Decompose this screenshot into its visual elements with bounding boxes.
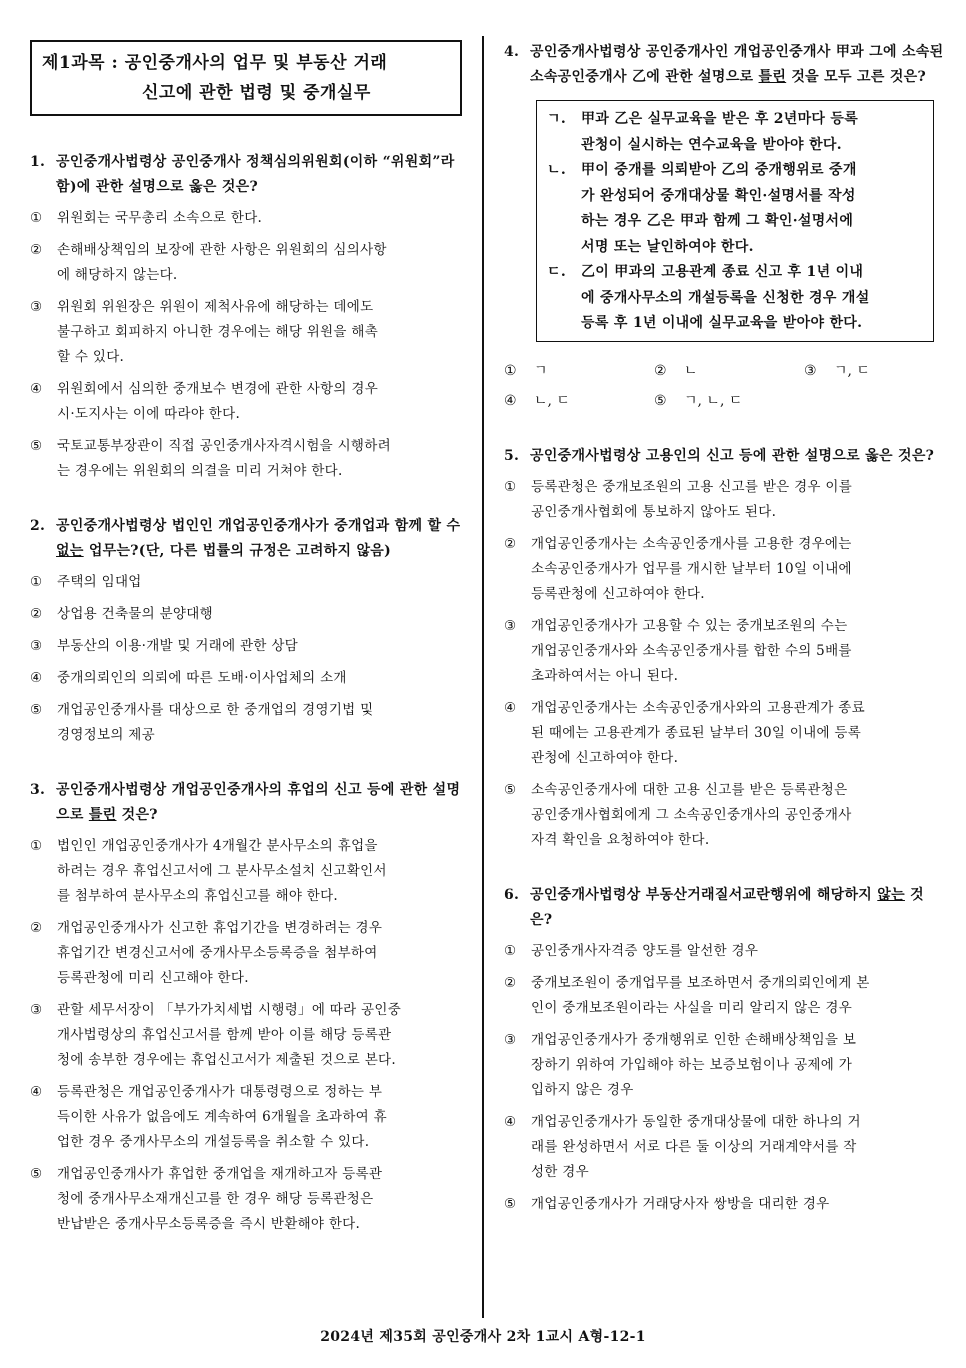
statement-text: 甲과 乙은 실무교육을 받은 후 2년마다 등록 관청이 실시하는 연수교육을 받아야 한다. <box>581 111 859 153</box>
choice-mark: ③ <box>504 1031 517 1048</box>
left-column <box>30 40 470 1267</box>
question-text-underlined: 틀린 <box>88 807 117 823</box>
statement-text: 甲이 중개를 의뢰받아 乙의 중개행위로 중개 가 완성되어 중개대상물 확인·설명서를 작성 하는 경우 乙은 甲과 함께 그 확인·설명서에 서명 또는 날인하여야 한다. <box>581 162 857 255</box>
statement <box>547 260 923 337</box>
question-text <box>56 514 470 564</box>
choice-text: 위원회는 국무총리 소속으로 한다. <box>57 210 263 226</box>
choice[interactable] <box>30 834 470 909</box>
question-4 <box>504 40 944 414</box>
question-5 <box>504 444 944 853</box>
question-number: 6. <box>504 886 520 903</box>
choice[interactable] <box>30 666 470 691</box>
right-column <box>504 40 944 1247</box>
choice[interactable] <box>30 916 470 991</box>
choice-mark: ③ <box>30 299 43 315</box>
choice[interactable] <box>504 388 654 414</box>
statement-mark: ㄷ. <box>547 264 566 280</box>
question-text-part: 것은? <box>116 807 158 823</box>
choice-mark: ④ <box>30 1084 43 1100</box>
question-text-part: 공인중개사법령상 개업공인중개사의 휴업의 신고 등에 관한 설명으로 <box>56 782 461 823</box>
choice[interactable] <box>504 1110 944 1185</box>
choice-mark: ② <box>30 242 43 258</box>
question-stem <box>30 150 470 200</box>
choice-text: 국토교통부장관이 직접 공인중개사자격시험을 시행하려 는 경우에는 위원회의 의결을 미리 거쳐야 한다. <box>57 438 391 479</box>
choice-mark: ④ <box>30 381 43 397</box>
statement-mark: ㄱ. <box>547 111 566 127</box>
question-stem <box>30 514 470 564</box>
choice[interactable] <box>30 634 470 659</box>
choice-text: 법인인 개업공인중개사가 4개월간 분사무소의 휴업을 하려는 경우 휴업신고서에 그 분사무소설치 신고확인서 를 첨부하여 분사무소의 휴업신고를 해야 한다. <box>57 838 387 904</box>
choice[interactable] <box>504 475 944 525</box>
question-text <box>530 883 944 933</box>
choice-mark: ② <box>504 974 517 991</box>
subject-title-line1: 제1과목 : 공인중개사의 업무 및 부동산 거래 <box>42 53 388 73</box>
choice-mark: ① <box>30 838 43 854</box>
choice[interactable] <box>504 971 944 1021</box>
statement <box>547 158 923 260</box>
choice-mark: ④ <box>504 699 517 716</box>
question-text-part: 업무는?(단, 다른 법률의 규정은 고려하지 않음) <box>83 543 392 559</box>
question-text-underlined: 틀린 <box>758 69 787 85</box>
choice-mark: ① <box>30 574 43 590</box>
choice-text: 소속공인중개사에 대한 고용 신고를 받은 등록관청은 공인중개사협회에게 그 소속공인중개사의 공인중개사 자격 확인을 요청하여야 한다. <box>531 781 852 848</box>
choice-mark: ⑤ <box>654 392 667 409</box>
choice-mark: ① <box>30 210 43 226</box>
question-text <box>56 778 470 828</box>
choice-grid <box>504 358 944 414</box>
choice-text: ㄱ, ㄷ <box>834 362 870 379</box>
choice[interactable] <box>30 998 470 1073</box>
choice-mark: ⑤ <box>30 702 43 718</box>
question-2 <box>30 514 470 748</box>
choice[interactable] <box>30 434 470 484</box>
statement-mark: ㄴ. <box>547 162 566 178</box>
choice-text: 부동산의 이용·개발 및 거래에 관한 상담 <box>57 638 299 654</box>
choice-text: 개업공인중개사가 신고한 휴업기간을 변경하려는 경우 휴업기간 변경신고서에 중개사무소등록증을 첨부하여 등록관청에 미리 신고해야 한다. <box>57 920 383 986</box>
choice-text: 상업용 건축물의 분양대행 <box>57 606 213 622</box>
choice-text: ㄴ, ㄷ <box>534 392 570 409</box>
choice-mark: ⑤ <box>504 781 517 798</box>
choice-text: 개업공인중개사는 소속공인중개사와의 고용관계가 종료 된 때에는 고용관계가 종료된 날부터 30일 이내에 등록 관청에 신고하여야 한다. <box>531 699 865 766</box>
choice-text: 개업공인중개사가 휴업한 중개업을 재개하고자 등록관 청에 중개사무소재개신고를 한 경우 해당 등록관청은 반납받은 중개사무소등록증을 즉시 반환해야 한다. <box>57 1166 383 1232</box>
choice[interactable] <box>504 939 944 964</box>
choice-mark: ⑤ <box>504 1195 517 1212</box>
choice[interactable] <box>504 1192 944 1217</box>
question-stem <box>504 444 944 469</box>
question-3 <box>30 778 470 1237</box>
choice[interactable] <box>504 614 944 689</box>
choice[interactable] <box>804 358 944 384</box>
choice-text: 관할 세무서장이 「부가가치세법 시행령」에 따라 공인중 개사법령상의 휴업신고서를 함께 받아 이를 해당 등록관 청에 송부한 경우에는 휴업신고서가 제출된 것으로 본다. <box>57 1002 402 1068</box>
question-number: 1. <box>30 154 46 170</box>
choice[interactable] <box>504 778 944 853</box>
choice-mark: ④ <box>504 1113 517 1130</box>
choice-text: ㄱ <box>534 362 548 379</box>
choice-mark: ① <box>504 362 517 379</box>
choice-mark: ① <box>504 942 517 959</box>
choice-text: 개업공인중개사가 거래당사자 쌍방을 대리한 경우 <box>531 1195 830 1212</box>
question-text-underlined: 않는 <box>877 886 905 903</box>
question-number: 2. <box>30 518 46 534</box>
question-stem <box>30 778 470 828</box>
choice-text: 중개보조원이 중개업무를 보조하면서 중개의뢰인에게 본 인이 중개보조원이라는 사실을 미리 알리지 않은 경우 <box>531 974 870 1016</box>
subject-title-line2: 신고에 관한 법령 및 중개실무 <box>142 83 371 103</box>
choice-text: 손해배상책임의 보장에 관한 사항은 위원회의 심의사항 에 해당하지 않는다. <box>57 242 387 283</box>
question-text-part: 것은? <box>530 886 924 928</box>
choice[interactable] <box>504 532 944 607</box>
choice-text: 개업공인중개사가 중개행위로 인한 손해배상책임을 보 장하기 위하여 가입해야 하는 보증보험이나 공제에 가 입하지 않은 경우 <box>531 1031 857 1098</box>
question-number: 3. <box>30 782 46 798</box>
choice[interactable] <box>504 358 654 384</box>
choice-mark: ② <box>504 535 517 552</box>
choice[interactable] <box>30 377 470 427</box>
choice-text: 등록관청은 개업공인중개사가 대통령령으로 정하는 부 득이한 사유가 없음에도 계속하여 6개월을 초과하여 휴 업한 경우 중개사무소의 개설등록을 취소할 수 있다. <box>57 1084 387 1150</box>
choice[interactable] <box>504 696 944 771</box>
choice-mark: ② <box>30 920 43 936</box>
question-1 <box>30 150 470 484</box>
choice-mark: ② <box>30 606 43 622</box>
question-stem <box>504 883 944 933</box>
question-text <box>530 40 944 90</box>
choice[interactable] <box>30 1162 470 1237</box>
choice[interactable] <box>504 1028 944 1103</box>
choice-text: 개업공인중개사를 대상으로 한 중개업의 경영기법 및 경영정보의 제공 <box>57 702 374 743</box>
choice-mark: ④ <box>30 670 43 686</box>
choice-text: 등록관청은 중개보조원의 고용 신고를 받은 경우 이를 공인중개사협회에 통보하지 않아도 된다. <box>531 478 853 520</box>
choice[interactable] <box>654 358 804 384</box>
choice-text: 위원회 위원장은 위원이 제척사유에 해당하는 데에도 불구하고 회피하지 아니한 경우에는 해당 위원을 해촉 할 수 있다. <box>57 299 379 365</box>
choice-text: 공인중개사자격증 양도를 알선한 경우 <box>531 942 759 959</box>
question-text-part: 공인중개사법령상 공인중개사인 개업공인중개사 甲과 그에 소속된 소속공인중개사 乙에 관한 설명으로 <box>530 44 944 85</box>
statement <box>547 107 923 158</box>
question-text-part: 것을 모두 고른 것은? <box>786 69 926 85</box>
choice-mark: ④ <box>504 392 517 409</box>
subject-title-box <box>30 40 462 116</box>
choice-text: 개업공인중개사는 소속공인중개사를 고용한 경우에는 소속공인중개사가 업무를 개시한 날부터 10일 이내에 등록관청에 신고하여야 한다. <box>531 535 852 602</box>
choice-mark: ③ <box>804 362 817 379</box>
choice-text: ㄱ, ㄴ, ㄷ <box>684 392 743 409</box>
choice[interactable] <box>30 295 470 370</box>
statement-text: 乙이 甲과의 고용관계 종료 신고 후 1년 이내 에 중개사무소의 개설등록을 신청한 경우 개설 등록 후 1년 이내에 실무교육을 받아야 한다. <box>581 264 870 331</box>
choice-text: 위원회에서 심의한 중개보수 변경에 관한 사항의 경우 시·도지사는 이에 따라야 한다. <box>57 381 379 422</box>
question-text-underlined: 없는 <box>56 543 84 559</box>
choice-mark: ② <box>654 362 667 379</box>
choice[interactable] <box>30 698 470 748</box>
choice-mark: ③ <box>504 617 517 634</box>
question-text-part: 공인중개사법령상 부동산거래질서교란행위에 해당하지 <box>530 886 878 903</box>
choice-mark: ③ <box>30 1002 43 1018</box>
choice-text: 주택의 임대업 <box>57 574 142 590</box>
choice[interactable] <box>30 570 470 595</box>
question-stem <box>504 40 944 90</box>
choice[interactable] <box>30 1080 470 1155</box>
question-number: 4. <box>504 44 520 60</box>
question-text-part: 공인중개사법령상 법인인 개업공인중개사가 중개업과 함께 할 수 <box>56 518 461 534</box>
choice-text: 중개의뢰인의 의뢰에 따른 도배·이사업체의 소개 <box>57 670 347 686</box>
question-number: 5. <box>504 447 520 464</box>
choice[interactable] <box>30 238 470 288</box>
column-divider <box>482 36 484 1318</box>
choice-mark: ① <box>504 478 517 495</box>
statement-box <box>536 100 934 342</box>
choice[interactable] <box>30 602 470 627</box>
choice-text: 개업공인중개사가 동일한 중개대상물에 대한 하나의 거 래를 완성하면서 서로 다른 둘 이상의 거래계약서를 작 성한 경우 <box>531 1113 861 1180</box>
choice-mark: ③ <box>30 638 43 654</box>
question-text: 공인중개사법령상 공인중개사 정책심의위원회(이하 “위원회”라 함)에 관한 설명으로 옳은 것은? <box>56 154 455 195</box>
question-text: 공인중개사법령상 고용인의 신고 등에 관한 설명으로 옳은 것은? <box>530 447 935 464</box>
page-footer: 2024년 제35회 공인중개사 2차 1교시 A형-12-1 <box>320 1329 646 1345</box>
choice-mark: ⑤ <box>30 1166 43 1182</box>
choice[interactable] <box>30 206 470 231</box>
choice-text: 개업공인중개사가 고용할 수 있는 중개보조원의 수는 개업공인중개사와 소속공인중개사를 합한 수의 5배를 초과하여서는 아니 된다. <box>531 617 852 684</box>
question-6 <box>504 883 944 1217</box>
choice-mark: ⑤ <box>30 438 43 454</box>
choice-text: ㄴ <box>684 362 698 379</box>
choice[interactable] <box>654 388 804 414</box>
